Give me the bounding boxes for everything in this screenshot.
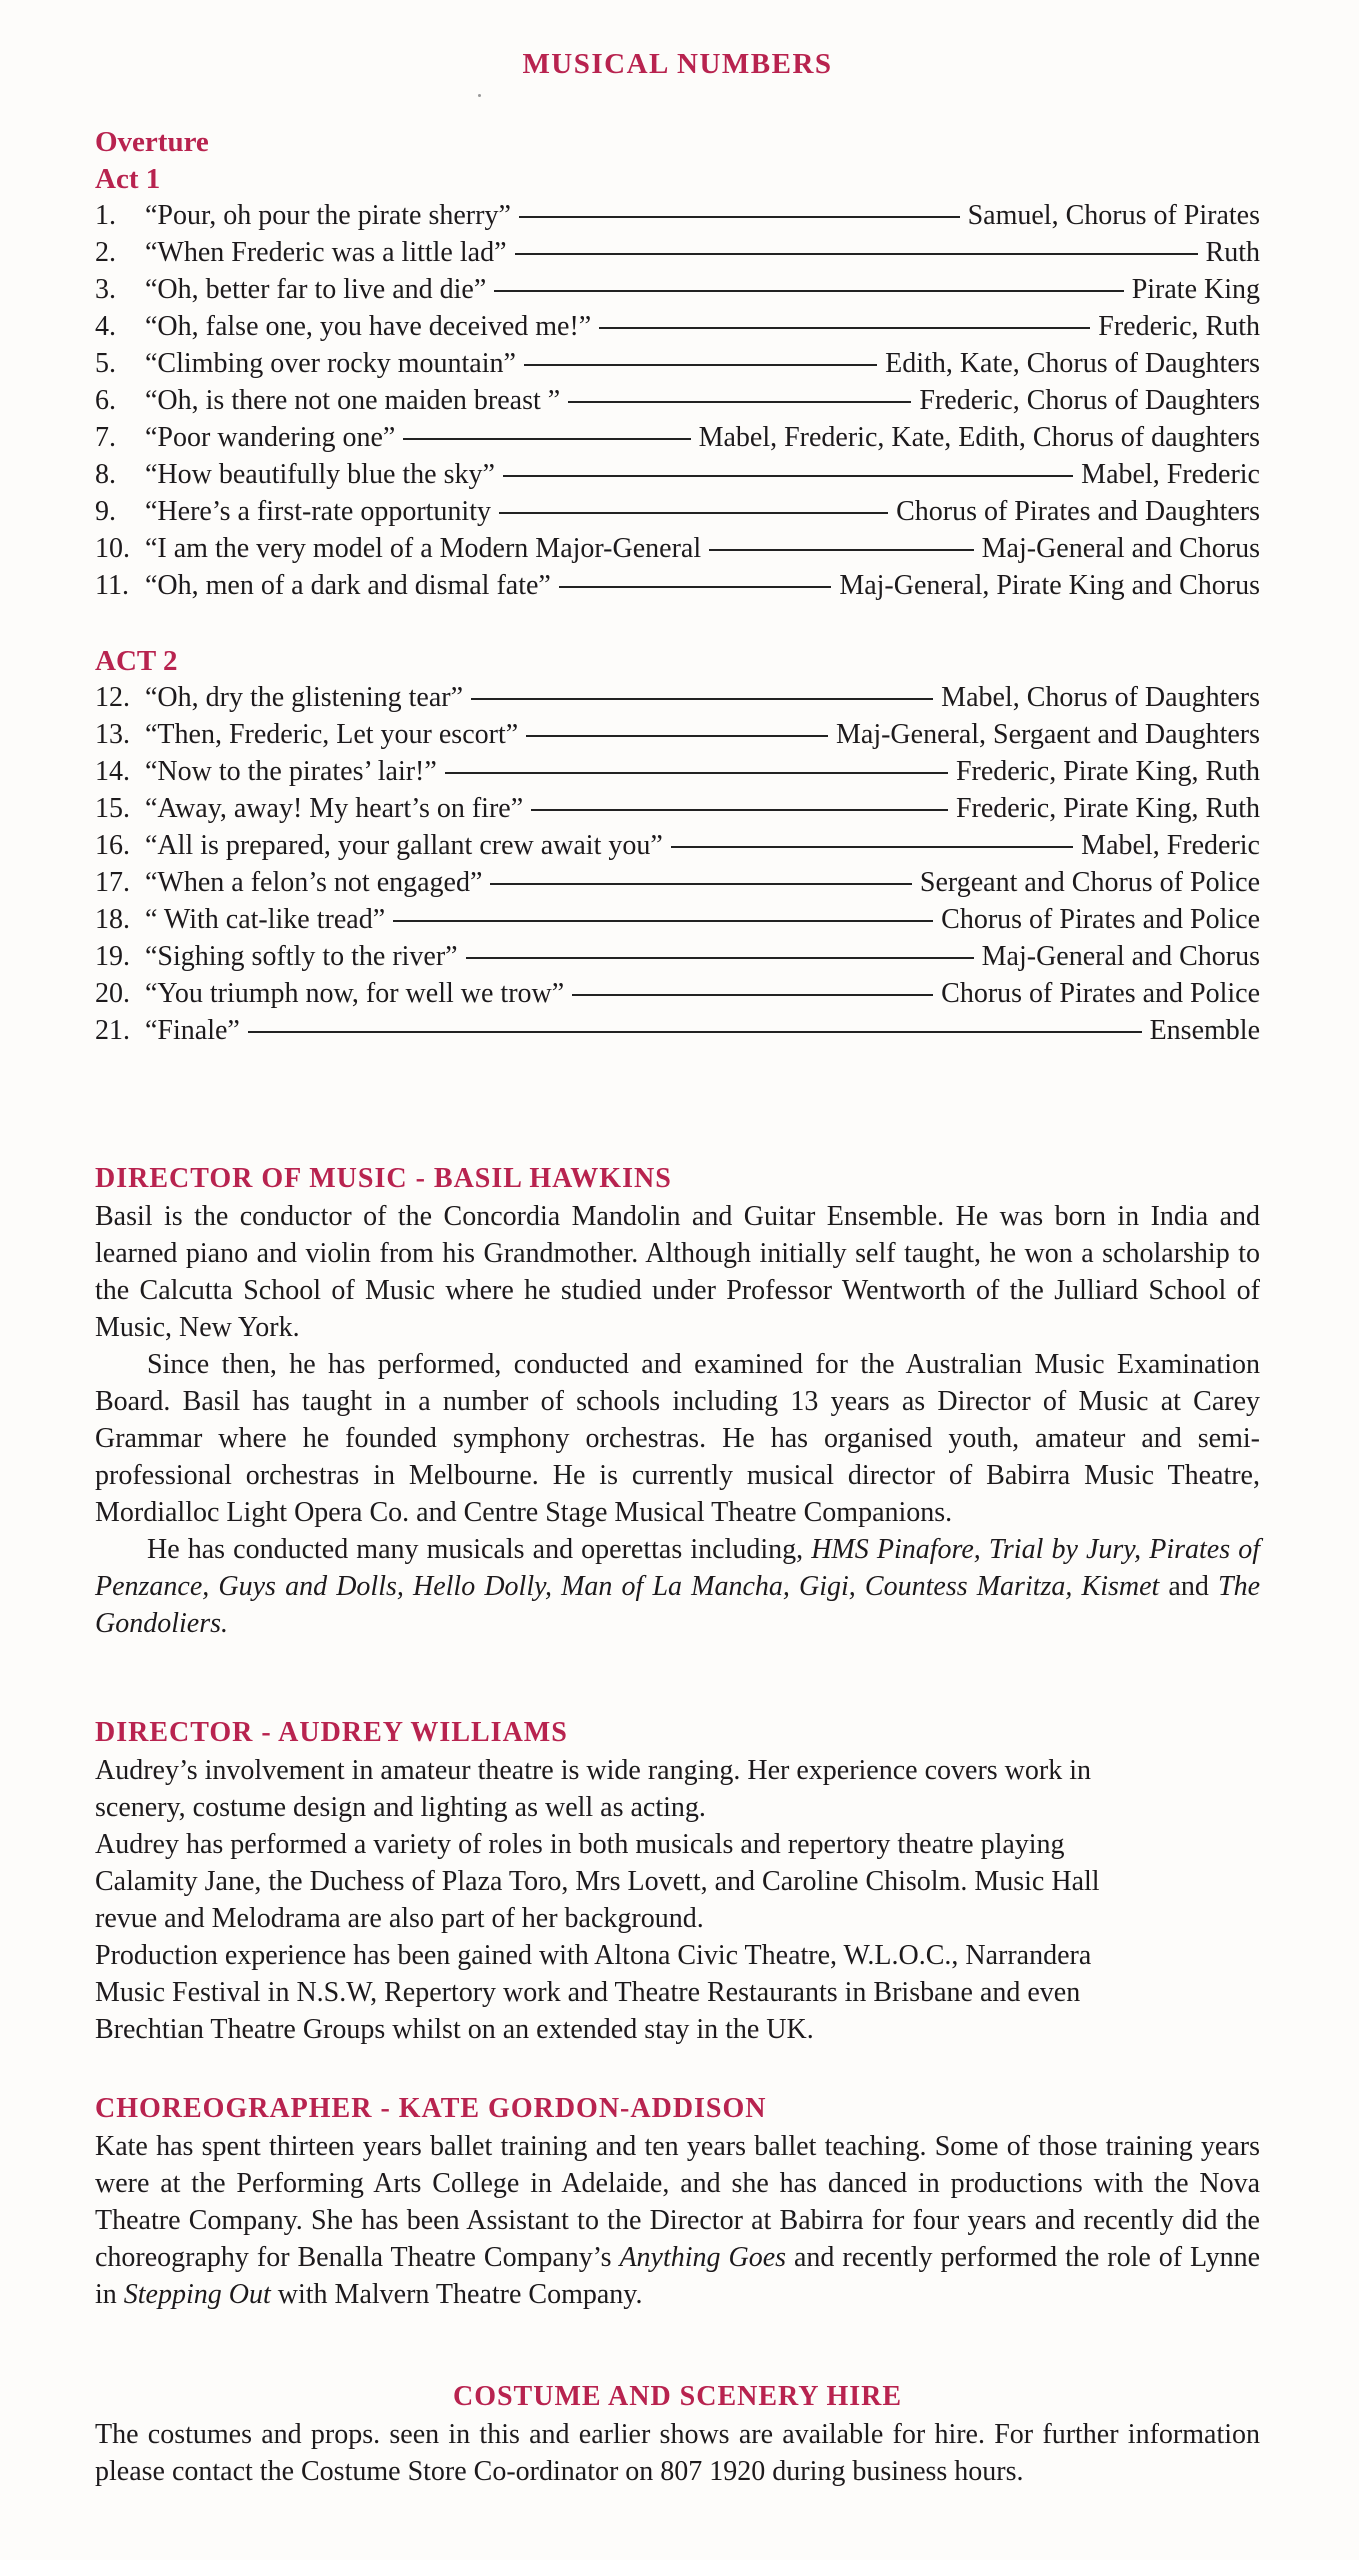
musical-number-row: [95, 274, 1260, 308]
number-title: “All is prepared, your gallant crew await you”: [145, 830, 663, 861]
leader-line: [403, 438, 690, 440]
number-title: “Now to the pirates’ lair!”: [145, 756, 437, 787]
director-line: Audrey has performed a variety of roles in both musicals and repertory theatre playing: [95, 1829, 1065, 1860]
number-index: 2.: [95, 237, 116, 268]
leader-line: [599, 327, 1090, 329]
number-index: 5.: [95, 348, 116, 379]
director-bio: [95, 1752, 1260, 2048]
leader-line: [671, 846, 1073, 848]
music-director-p3: [95, 1531, 1260, 1642]
leader-line: [503, 475, 1073, 477]
musical-number-row: [95, 570, 1260, 604]
number-performers: Chorus of Pirates and Daughters: [896, 496, 1260, 527]
musical-number-row: [95, 200, 1260, 234]
number-performers: Chorus of Pirates and Police: [941, 904, 1260, 935]
musical-number-row: [95, 682, 1260, 716]
leader-line: [568, 401, 911, 403]
director-heading: DIRECTOR - AUDREY WILLIAMS: [95, 1717, 568, 1748]
number-performers: Frederic, Pirate King, Ruth: [955, 793, 1260, 824]
music-director-p1: Basil is the conductor of the Concordia Mandolin and Guitar Ensemble. He was born in India and learned piano and violin from his Grandmother. Although initially self taught, he won a scholarship to the Calcutta School of Music where he studied under Professor Wentworth of the Julliard School of Music, New York.: [95, 1201, 1260, 1343]
number-performers: Samuel, Chorus of Pirates: [967, 200, 1260, 231]
number-performers: Edith, Kate, Chorus of Daughters: [885, 348, 1260, 379]
number-index: 19.: [95, 941, 130, 972]
number-performers: Mabel, Frederic: [1081, 830, 1260, 861]
musical-number-row: [95, 978, 1260, 1012]
number-title: “When Frederic was a little lad”: [145, 237, 507, 268]
music-director-p3-and: and: [1159, 1571, 1218, 1602]
leader-line: [515, 253, 1198, 255]
choreographer-text-b: and recently performed the role of Lynne in: [95, 2242, 1261, 2310]
music-director-p3-titles: HMS Pinafore, Trial by Jury, Pirates of Penzance, Guys and Dolls, Hello Dolly, Man of La Mancha, Gigi, Countess Maritza, Kismet: [95, 1534, 1261, 1602]
leader-line: [519, 216, 960, 218]
music-director-p3-last: The Gondoliers.: [95, 1571, 1260, 1639]
musical-number-row: [95, 533, 1260, 567]
number-performers: Frederic, Pirate King, Ruth: [955, 756, 1260, 787]
number-title: “Oh, false one, you have deceived me!”: [145, 311, 592, 342]
leader-line: [526, 735, 828, 737]
music-director-heading: DIRECTOR OF MUSIC - BASIL HAWKINS: [95, 1163, 672, 1194]
number-title: “Finale”: [145, 1015, 240, 1046]
number-performers: Pirate King: [1131, 274, 1260, 305]
number-index: 10.: [95, 533, 130, 564]
leader-line: [524, 364, 877, 366]
number-performers: Frederic, Ruth: [1098, 311, 1260, 342]
number-title: “Poor wandering one”: [145, 422, 396, 453]
musical-number-row: [95, 496, 1260, 530]
director-line: Audrey’s involvement in amateur theatre is wide ranging. Her experience covers work in: [95, 1755, 1091, 1786]
musical-number-row: [95, 311, 1260, 345]
leader-line: [494, 290, 1123, 292]
leader-line: [393, 920, 933, 922]
number-index: 11.: [95, 570, 129, 601]
musical-number-row: [95, 756, 1260, 790]
number-title: “Away, away! My heart’s on fire”: [145, 793, 524, 824]
leader-line: [471, 698, 933, 700]
choreographer-text: [95, 2128, 1260, 2313]
musical-number-row: [95, 719, 1260, 753]
choreographer-text-c: with Malvern Theatre Company.: [270, 2279, 643, 2310]
director-line: Brechtian Theatre Groups whilst on an extended stay in the UK.: [95, 2014, 814, 2045]
number-performers: Mabel, Frederic: [1081, 459, 1260, 490]
number-performers: Maj-General and Chorus: [981, 941, 1260, 972]
choreographer-heading: CHOREOGRAPHER - KATE GORDON-ADDISON: [95, 2093, 767, 2124]
director-line: Production experience has been gained with Altona Civic Theatre, W.L.O.C., Narrandera: [95, 1940, 1092, 1971]
number-title: “Here’s a first-rate opportunity: [145, 496, 491, 527]
number-title: “Then, Frederic, Let your escort”: [145, 719, 519, 750]
number-index: 17.: [95, 867, 130, 898]
music-director-p2: Since then, he has performed, conducted and examined for the Australian Music Examination Board. Basil has taught in a number of schools including 13 years as Director of Music at Carey Grammar where he founded symphony orchestras. He has organised youth, amateur and semi-professional orchestras in Melbourne. He is currently musical director of Babirra Music Theatre, Mordialloc Light Opera Co. and Centre Stage Musical Theatre Companions.: [95, 1349, 1260, 1528]
number-performers: Sergeant and Chorus of Police: [919, 867, 1260, 898]
number-index: 8.: [95, 459, 116, 490]
musical-number-row: [95, 830, 1260, 864]
musical-number-row: [95, 459, 1260, 493]
number-index: 21.: [95, 1015, 130, 1046]
number-title: “Pour, oh pour the pirate sherry”: [145, 200, 511, 231]
director-line: revue and Melodrama are also part of her background.: [95, 1903, 704, 1934]
number-index: 13.: [95, 719, 130, 750]
leader-line: [466, 957, 974, 959]
number-index: 6.: [95, 385, 116, 416]
number-title: “Oh, is there not one maiden breast ”: [145, 385, 561, 416]
page-title: MUSICAL NUMBERS: [522, 48, 833, 80]
musical-number-row: [95, 793, 1260, 827]
number-index: 3.: [95, 274, 116, 305]
act2-label: ACT 2: [95, 645, 178, 677]
leader-line: [490, 883, 911, 885]
music-director-bio: [95, 1198, 1260, 1642]
number-index: 15.: [95, 793, 130, 824]
number-title: “Climbing over rocky mountain”: [145, 348, 516, 379]
musical-number-row: [95, 237, 1260, 271]
musical-number-row: [95, 867, 1260, 901]
number-title: “You triumph now, for well we trow”: [145, 978, 565, 1009]
leader-line: [499, 512, 888, 514]
number-title: “Oh, better far to live and die”: [145, 274, 487, 305]
music-director-p3-intro: He has conducted many musicals and operettas including,: [147, 1534, 812, 1565]
number-index: 20.: [95, 978, 130, 1009]
number-index: 4.: [95, 311, 116, 342]
number-index: 14.: [95, 756, 130, 787]
musical-number-row: [95, 385, 1260, 419]
choreographer-show1: Anything Goes: [619, 2242, 787, 2273]
overture-label: Overture: [95, 126, 209, 158]
leader-line: [572, 994, 933, 996]
number-index: 18.: [95, 904, 130, 935]
number-performers: Chorus of Pirates and Police: [941, 978, 1260, 1009]
act1-label: Act 1: [95, 163, 161, 195]
leader-line: [709, 549, 974, 551]
choreographer-bio: [95, 2128, 1260, 2313]
number-performers: Ruth: [1205, 237, 1260, 268]
leader-line: [531, 809, 948, 811]
hire-heading: COSTUME AND SCENERY HIRE: [452, 2381, 903, 2412]
director-line: Music Festival in N.S.W, Repertory work and Theatre Restaurants in Brisbane and even: [95, 1977, 1081, 2008]
number-index: 12.: [95, 682, 130, 713]
choreographer-show2: Stepping Out: [123, 2279, 271, 2310]
director-line: scenery, costume design and lighting as well as acting.: [95, 1792, 706, 1823]
number-title: “Sighing softly to the river”: [145, 941, 458, 972]
number-title: “Oh, men of a dark and dismal fate”: [145, 570, 551, 601]
paper-speck: [478, 94, 481, 97]
number-index: 7.: [95, 422, 116, 453]
leader-line: [559, 586, 831, 588]
number-title: “When a felon’s not engaged”: [145, 867, 483, 898]
number-performers: Maj-General and Chorus: [981, 533, 1260, 564]
number-title: “ With cat-like tread”: [145, 904, 386, 935]
number-performers: Mabel, Frederic, Kate, Edith, Chorus of daughters: [698, 422, 1260, 453]
number-title: “I am the very model of a Modern Major-General: [145, 533, 702, 564]
musical-number-row: [95, 422, 1260, 456]
number-performers: Frederic, Chorus of Daughters: [919, 385, 1260, 416]
number-performers: Maj-General, Sergaent and Daughters: [836, 719, 1260, 750]
number-index: 9.: [95, 496, 116, 527]
musical-number-row: [95, 1015, 1260, 1049]
musical-number-row: [95, 941, 1260, 975]
musical-number-row: [95, 904, 1260, 938]
number-title: “How beautifully blue the sky”: [145, 459, 495, 490]
leader-line: [445, 772, 948, 774]
number-performers: Mabel, Chorus of Daughters: [941, 682, 1260, 713]
number-performers: Ensemble: [1149, 1015, 1260, 1046]
number-performers: Maj-General, Pirate King and Chorus: [839, 570, 1260, 601]
number-index: 16.: [95, 830, 130, 861]
choreographer-text-a: Kate has spent thirteen years ballet training and ten years ballet teaching. Some of those training years were at the Performing Arts College in Adelaide, and she has danced in productions with the Nova Theatre Company. She has been Assistant to the Director at Babirra for four years and recently did the choreography for Benalla Theatre Company’s: [95, 2131, 1260, 2273]
hire-text: The costumes and props. seen in this and earlier shows are available for hire. For further information please contact the Costume Store Co-ordinator on 807 1920 during business hours.: [95, 2419, 1260, 2487]
number-index: 1.: [95, 200, 116, 231]
director-line: Calamity Jane, the Duchess of Plaza Toro, Mrs Lovett, and Caroline Chisolm. Music Hall: [95, 1866, 1100, 1897]
musical-number-row: [95, 348, 1260, 382]
leader-line: [248, 1031, 1142, 1033]
number-title: “Oh, dry the glistening tear”: [145, 682, 464, 713]
